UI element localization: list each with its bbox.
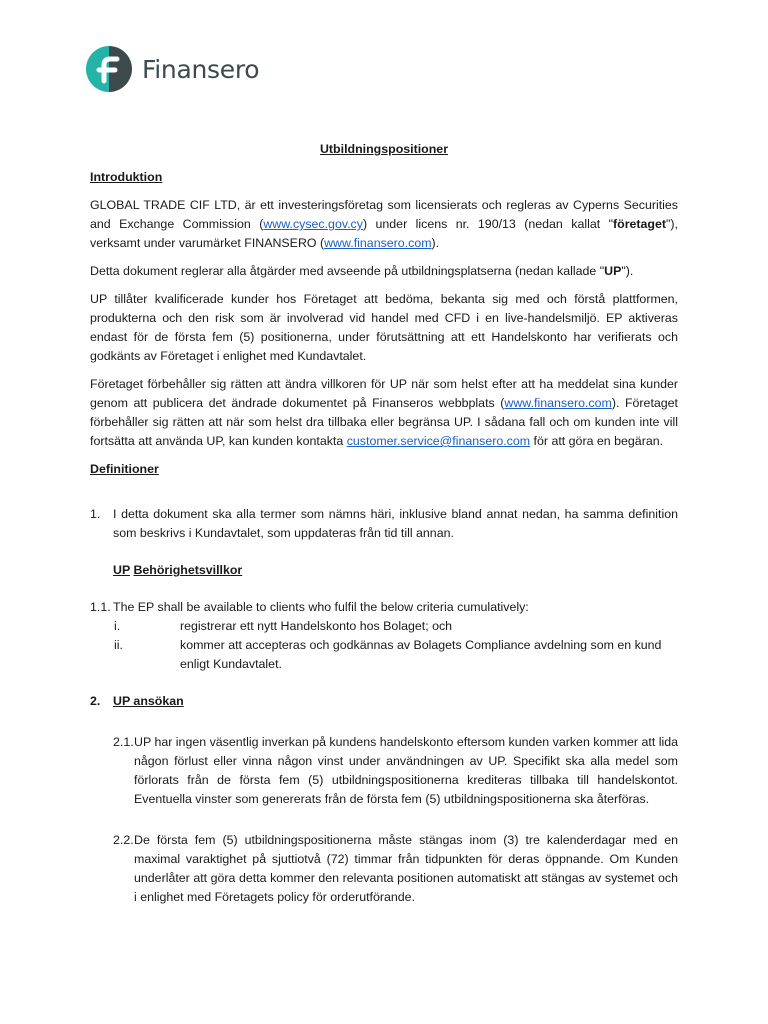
list-item-2-2 [113, 831, 678, 907]
finansero-website-link[interactable]: www.finansero.com [504, 396, 612, 410]
intro-heading: Introduktion [90, 170, 163, 184]
list-number: 2. [90, 694, 101, 708]
list-number: 2.1. [113, 735, 134, 749]
list-item-1-1 [90, 598, 678, 617]
roman-item-ii: ii. kommer att accepteras och godkännas av Bolagets Compliance avdelning som en kund enligt Kundavtalet. [114, 638, 662, 671]
list-number: 1. [90, 507, 101, 521]
finansero-link[interactable]: www.finansero.com [324, 236, 432, 250]
section-heading: UP ansökan [113, 694, 184, 708]
eligibility-heading: UP Behörighetsvillkor [113, 563, 243, 577]
cysec-link[interactable]: www.cysec.gov.cy [263, 217, 363, 231]
finansero-logo-icon [84, 44, 134, 94]
customer-service-email-link[interactable]: customer.service@finansero.com [346, 434, 531, 448]
definitions-heading: Definitioner [90, 462, 159, 476]
list-number: 1.1. [90, 600, 111, 614]
list-item-2 [90, 692, 678, 711]
document-body [90, 140, 678, 907]
logo-wordmark: Finansero [142, 54, 260, 84]
intro-paragraph-4: Företaget förbehåller sig rätten att ändra villkoren för UP när som helst efter att ha meddelat sina kunder genom att publicera det ändrade dokumentet på Finanseros webbplats (www.finansero.com). Företaget förbehåller sig rätten att när som helst dra tillbaka eller begränsa UP. I sådana fall och om kunden inte vill fortsätta att använda UP, kan kunden kontakta customer.service@finansero.com för att göra en begäran. [90, 377, 679, 448]
list-text: I detta dokument ska alla termer som nämns häri, inklusive bland annat nedan, ha samma definition som beskrivs i Kundavtalet, som uppdateras från tid till annan. [113, 507, 678, 540]
finansero-logo [84, 44, 259, 94]
intro-paragraph-3: UP tillåter kvalificerade kunder hos Företaget att bedöma, bekanta sig med och förstå plattformen, produkterna och den risk som är involverad vid handel med CFD i en live-handelsmiljö. EP aktiveras endast för de första fem (5) positionerna, under förutsättning att ett Handelskonto har verifierats och godkänts av Företaget i enlighet med Kundavtalet. [90, 292, 678, 363]
document-title: Utbildningspositioner [319, 142, 449, 156]
list-text: UP har ingen väsentlig inverkan på kundens handelskonto eftersom kunden varken kommer att lida någon förlust eller vinna någon vinst under användningen av UP. Specifikt ska alla medel som förlorats från de första fem (5) utbildningspositionerna krediteras tillbaka till handelskontot. Eventuella vinster som genererats från de första fem (5) utbildningspositionerna ska återföras. [134, 735, 678, 806]
roman-item-i: i. registrerar ett nytt Handelskonto hos Bolaget; och [114, 619, 453, 633]
list-number: 2.2. [113, 833, 134, 847]
list-text: De första fem (5) utbildningspositionerna måste stängas inom (3) tre kalenderdagar med en maximal varaktighet på sjuttiotvå (72) timmar från tidpunkten för deras öppnande. Om Kunden underlåter att göra detta kommer den relevanta positionen automatiskt att stängas av systemet och i enlighet med Företagets policy för orderutförande. [134, 833, 678, 904]
intro-paragraph-1: GLOBAL TRADE CIF LTD, är ett investeringsföretag som licensierats och regleras av Cyperns Securities and Exchange Commission (www.cysec.gov.cy) under licens nr. 190/13 (nedan kallat "företaget"), verksamt under varumärket FINANSERO (www.finansero.com). [90, 198, 678, 250]
list-text: The EP shall be available to clients who fulfil the below criteria cumulatively: [113, 600, 529, 614]
list-item-1 [90, 505, 678, 543]
intro-paragraph-2: Detta dokument reglerar alla åtgärder med avseende på utbildningsplatserna (nedan kallade "UP"). [90, 264, 634, 278]
list-item-2-1 [113, 733, 678, 809]
